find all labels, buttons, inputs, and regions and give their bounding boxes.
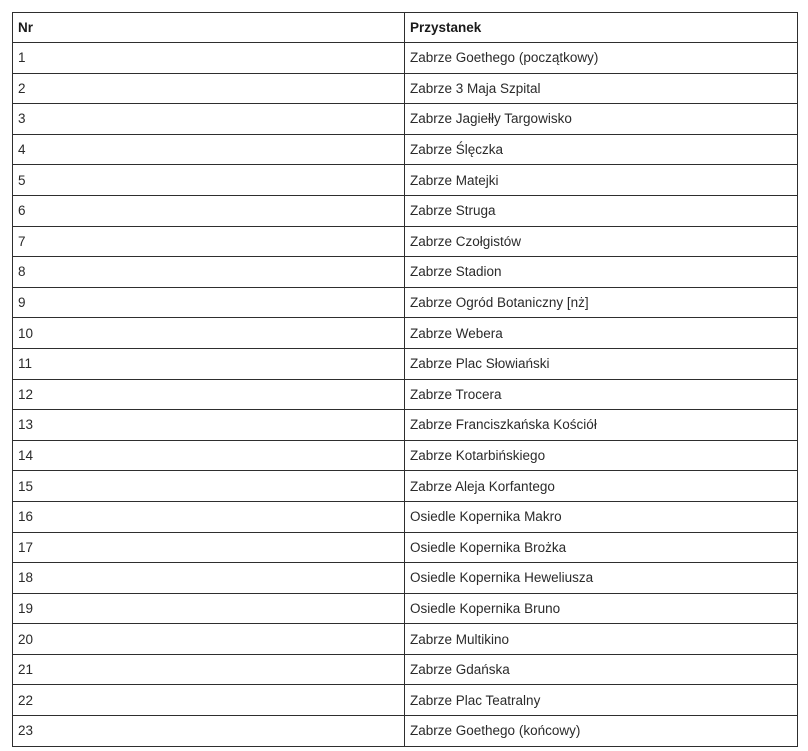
header-row xyxy=(13,13,798,43)
table-row xyxy=(13,440,798,471)
stops-table-container xyxy=(12,12,798,747)
cell-przystanek: Zabrze Struga xyxy=(405,195,798,226)
cell-przystanek: Osiedle Kopernika Heweliusza xyxy=(405,563,798,594)
cell-nr: 23 xyxy=(13,716,405,747)
table-row xyxy=(13,287,798,318)
cell-przystanek: Osiedle Kopernika Makro xyxy=(405,501,798,532)
table-row xyxy=(13,348,798,379)
cell-przystanek: Osiedle Kopernika Bruno xyxy=(405,593,798,624)
cell-nr: 13 xyxy=(13,410,405,441)
table-row xyxy=(13,654,798,685)
cell-nr: 9 xyxy=(13,287,405,318)
cell-nr: 19 xyxy=(13,593,405,624)
cell-przystanek: Zabrze Goethego (początkowy) xyxy=(405,43,798,74)
table-row xyxy=(13,471,798,502)
cell-przystanek: Zabrze Stadion xyxy=(405,257,798,288)
table-row xyxy=(13,318,798,349)
cell-przystanek: Zabrze Multikino xyxy=(405,624,798,655)
cell-nr: 1 xyxy=(13,43,405,74)
table-row xyxy=(13,624,798,655)
table-row xyxy=(13,165,798,196)
cell-nr: 18 xyxy=(13,563,405,594)
table-row xyxy=(13,563,798,594)
table-row xyxy=(13,685,798,716)
cell-nr: 8 xyxy=(13,257,405,288)
cell-nr: 4 xyxy=(13,134,405,165)
table-row xyxy=(13,501,798,532)
cell-przystanek: Zabrze Jagiełły Targowisko xyxy=(405,104,798,135)
cell-przystanek: Zabrze Plac Teatralny xyxy=(405,685,798,716)
cell-przystanek: Zabrze Webera xyxy=(405,318,798,349)
header-nr: Nr xyxy=(13,13,405,43)
cell-nr: 12 xyxy=(13,379,405,410)
cell-nr: 15 xyxy=(13,471,405,502)
table-row xyxy=(13,104,798,135)
cell-nr: 5 xyxy=(13,165,405,196)
table-row xyxy=(13,593,798,624)
table-row xyxy=(13,43,798,74)
table-row xyxy=(13,410,798,441)
table-row xyxy=(13,532,798,563)
cell-przystanek: Zabrze Kotarbińskiego xyxy=(405,440,798,471)
header-przystanek: Przystanek xyxy=(405,13,798,43)
table-row xyxy=(13,195,798,226)
table-row xyxy=(13,716,798,747)
cell-przystanek: Zabrze Gdańska xyxy=(405,654,798,685)
cell-nr: 22 xyxy=(13,685,405,716)
table-body xyxy=(13,43,798,747)
cell-nr: 6 xyxy=(13,195,405,226)
cell-nr: 2 xyxy=(13,73,405,104)
cell-przystanek: Zabrze Trocera xyxy=(405,379,798,410)
cell-przystanek: Zabrze Matejki xyxy=(405,165,798,196)
table-row xyxy=(13,379,798,410)
cell-nr: 20 xyxy=(13,624,405,655)
cell-przystanek: Osiedle Kopernika Brożka xyxy=(405,532,798,563)
cell-przystanek: Zabrze Plac Słowiański xyxy=(405,348,798,379)
cell-przystanek: Zabrze Franciszkańska Kościół xyxy=(405,410,798,441)
cell-nr: 10 xyxy=(13,318,405,349)
table-row xyxy=(13,73,798,104)
stops-table xyxy=(12,12,798,747)
cell-nr: 17 xyxy=(13,532,405,563)
cell-przystanek: Zabrze Ślęczka xyxy=(405,134,798,165)
cell-przystanek: Zabrze Aleja Korfantego xyxy=(405,471,798,502)
cell-nr: 7 xyxy=(13,226,405,257)
table-row xyxy=(13,134,798,165)
cell-przystanek: Zabrze Czołgistów xyxy=(405,226,798,257)
table-row xyxy=(13,257,798,288)
cell-nr: 11 xyxy=(13,348,405,379)
cell-nr: 16 xyxy=(13,501,405,532)
cell-nr: 3 xyxy=(13,104,405,135)
cell-nr: 21 xyxy=(13,654,405,685)
cell-przystanek: Zabrze 3 Maja Szpital xyxy=(405,73,798,104)
cell-przystanek: Zabrze Goethego (końcowy) xyxy=(405,716,798,747)
table-row xyxy=(13,226,798,257)
table-header xyxy=(13,13,798,43)
cell-nr: 14 xyxy=(13,440,405,471)
cell-przystanek: Zabrze Ogród Botaniczny [nż] xyxy=(405,287,798,318)
